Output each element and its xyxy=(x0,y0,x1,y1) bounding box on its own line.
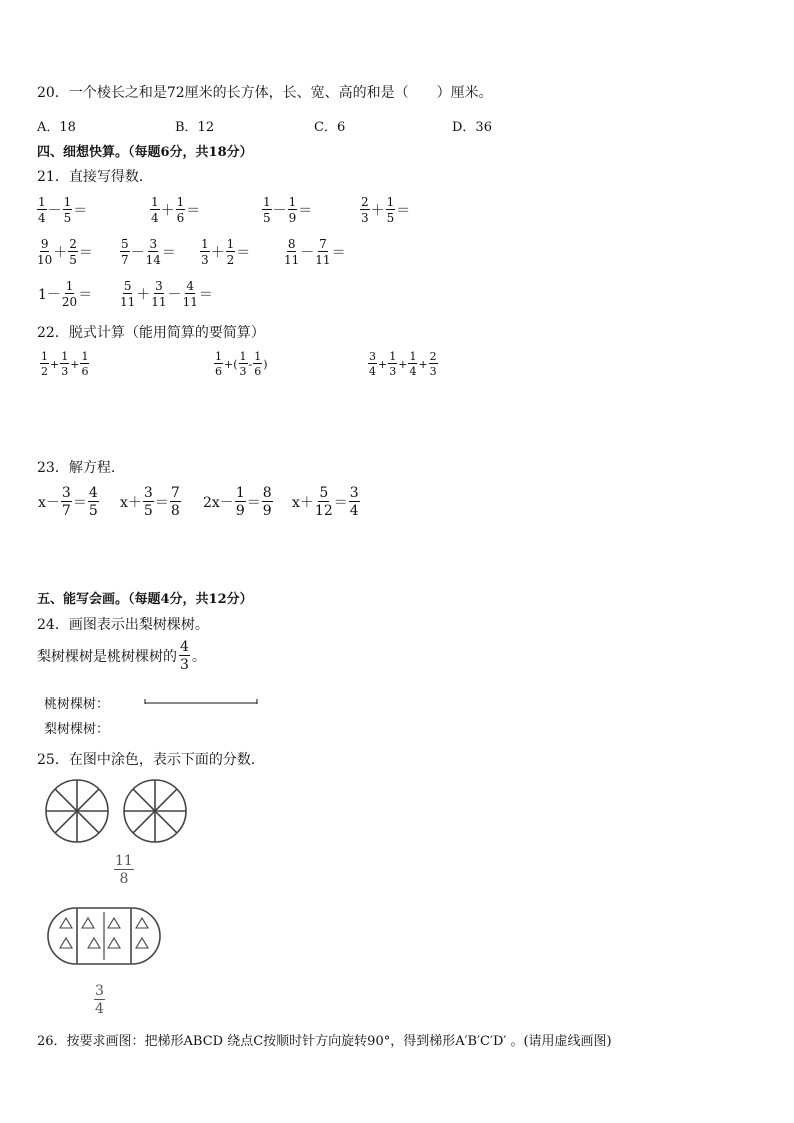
question-21-title: 21．直接写得数． xyxy=(37,169,153,185)
fraction: $\frac{5}{12}$ xyxy=(314,485,333,519)
q22-expression-3 xyxy=(368,351,438,377)
statement-end: 。 xyxy=(191,649,206,665)
lead-text: x＋ xyxy=(292,495,314,511)
question-23-title: 23．解方程. xyxy=(37,460,116,476)
q21-item-2 xyxy=(150,196,201,224)
question-24-title: 24．画图表示出梨树棵树。 xyxy=(37,617,209,633)
fraction: $\frac{1}{6}$ xyxy=(254,350,262,378)
operator: ＋ xyxy=(160,203,175,219)
option-c: C．6 xyxy=(314,120,346,135)
operator: + xyxy=(418,357,428,371)
q22-expression-1 xyxy=(40,351,89,377)
question-22-title: 22．脱式计算（能用简算的要简算） xyxy=(37,325,265,341)
option-a: A．18 xyxy=(37,120,76,135)
question-20: 20．一个棱长之和是72厘米的长方体，长、宽、高的和是（ ）厘米。 xyxy=(37,85,493,101)
equals-sign: ＝ xyxy=(236,245,251,261)
circle-1 xyxy=(46,780,108,842)
pear-label: 梨树棵树： xyxy=(44,722,110,737)
question-26: 26．按要求画图：把梯形ABCD 绕点C按顺时针方向旋转90°，得到梯形A′B′C′D′ 。(请用虚线画图) xyxy=(37,1034,612,1049)
section-5-title: 五、能写会画。（每题4分，共12分） xyxy=(37,592,253,607)
fraction-11-8: $\frac{11}{8}$ xyxy=(115,853,133,887)
operator: － xyxy=(130,245,145,261)
q21-item-10 xyxy=(120,280,214,308)
q23-equation-1 xyxy=(37,486,99,518)
lead-text: 1－ xyxy=(38,287,61,303)
fraction: $\frac{8}{9}$ xyxy=(262,485,272,519)
q23-equation-4 xyxy=(291,486,360,518)
fraction: $\frac{2}{3}$ xyxy=(429,350,437,378)
fraction: $\frac{1}{9}$ xyxy=(288,195,297,225)
fraction: $\frac{3}{5}$ xyxy=(143,485,153,519)
q21-item-9 xyxy=(37,280,93,308)
operator: + xyxy=(70,357,80,371)
equals-sign: ＝ xyxy=(161,245,176,261)
fraction: $\frac{1}{20}$ xyxy=(61,279,78,309)
equals-sign: ＝ xyxy=(298,203,313,219)
operator: ＋ xyxy=(53,245,68,261)
equals-sign: ＝ xyxy=(73,203,88,219)
peach-label: 桃树棵树： xyxy=(44,697,110,712)
lead-text: x－ xyxy=(38,495,60,511)
fraction: $\frac{1}{6}$ xyxy=(215,350,222,378)
operator: ＋ xyxy=(210,245,225,261)
fraction: $\frac{7}{8}$ xyxy=(170,485,180,519)
fraction: $\frac{1}{6}$ xyxy=(81,350,89,378)
fraction: $\frac{1}{4}$ xyxy=(409,350,417,378)
statement-text: 梨树棵树是桃树棵树的 xyxy=(37,649,177,665)
fraction: $\frac{3}{11}$ xyxy=(151,279,167,309)
operator: － xyxy=(47,203,62,219)
fraction: $\frac{8}{11}$ xyxy=(284,237,300,267)
option-b: B．12 xyxy=(175,120,215,135)
fraction: $\frac{5}{7}$ xyxy=(121,237,129,267)
question-25-title: 25．在图中涂色，表示下面的分数． xyxy=(37,752,265,768)
fraction: $\frac{1}{5}$ xyxy=(263,195,271,225)
equals-sign: ＝ xyxy=(331,245,346,261)
fraction: $\frac{9}{10}$ xyxy=(37,237,53,267)
q21-item-4 xyxy=(360,196,411,224)
equals-sign: ＝ xyxy=(78,287,93,303)
q21-item-7 xyxy=(200,238,251,266)
fraction: $\frac{1}{3}$ xyxy=(61,350,69,378)
section-4-title: 四、细想快算。（每题6分，共18分） xyxy=(37,145,253,160)
fraction: $\frac{5}{11}$ xyxy=(120,279,136,309)
q21-item-6 xyxy=(120,238,177,266)
circle-2 xyxy=(124,780,186,842)
operator: + xyxy=(398,357,408,371)
fraction: $\frac{4}{3}$ xyxy=(180,639,189,673)
fraction: $\frac{1}{3}$ xyxy=(389,350,397,378)
fraction: $\frac{1}{5}$ xyxy=(63,195,72,225)
fraction: $\frac{1}{2}$ xyxy=(41,350,48,378)
operator: + xyxy=(50,357,60,371)
lead-text: x＋ xyxy=(120,495,142,511)
close-paren: ) xyxy=(263,357,268,371)
q23-equation-2 xyxy=(119,486,181,518)
fraction: $\frac{1}{3}$ xyxy=(201,237,209,267)
operator: － xyxy=(167,287,182,303)
fraction: $\frac{7}{11}$ xyxy=(315,237,331,267)
equals-sign: ＝ xyxy=(246,495,261,511)
operator: ＋ xyxy=(136,287,151,303)
operator: － xyxy=(300,245,315,261)
equals-sign: ＝ xyxy=(154,495,169,511)
q22-expression-2 xyxy=(214,351,269,377)
equals-sign: ＝ xyxy=(186,203,201,219)
fraction: $\frac{1}{4}$ xyxy=(38,195,46,225)
lead-text: 2x－ xyxy=(203,495,234,511)
triangle-shape xyxy=(44,902,164,972)
fraction: $\frac{3}{4}$ xyxy=(369,350,376,378)
operator: ＋ xyxy=(370,203,385,219)
fraction: $\frac{1}{3}$ xyxy=(239,350,247,378)
q21-item-8 xyxy=(284,238,347,266)
equals-sign: ＝ xyxy=(198,287,213,303)
fraction: $\frac{1}{5}$ xyxy=(386,195,395,225)
peach-segment xyxy=(140,694,262,706)
operator: + xyxy=(378,357,388,371)
q21-item-1 xyxy=(37,196,88,224)
fraction: $\frac{1}{6}$ xyxy=(176,195,185,225)
equals-sign: ＝ xyxy=(333,495,348,511)
equals-sign: ＝ xyxy=(72,495,87,511)
fraction: $\frac{3}{4}$ xyxy=(349,485,359,519)
fraction: $\frac{1}{4}$ xyxy=(151,195,159,225)
q23-equation-3 xyxy=(202,486,273,518)
equals-sign: ＝ xyxy=(396,203,411,219)
fraction: $\frac{1}{9}$ xyxy=(235,485,245,519)
fraction-3-4: $\frac{3}{4}$ xyxy=(95,983,104,1017)
fraction: $\frac{2}{3}$ xyxy=(361,195,369,225)
operator: +( xyxy=(224,357,238,371)
fraction: $\frac{3}{7}$ xyxy=(61,485,71,519)
fraction: $\frac{3}{14}$ xyxy=(145,237,161,267)
operator: － xyxy=(272,203,287,219)
equals-sign: ＝ xyxy=(78,245,93,261)
option-d: D．36 xyxy=(452,120,492,135)
operator: - xyxy=(248,357,253,371)
q21-item-5 xyxy=(37,238,94,266)
circle-diagrams xyxy=(40,778,200,848)
fraction: $\frac{2}{5}$ xyxy=(69,237,77,267)
fraction: $\frac{1}{2}$ xyxy=(226,237,235,267)
q21-item-3 xyxy=(262,196,313,224)
fraction: $\frac{4}{5}$ xyxy=(88,485,98,519)
fraction: $\frac{4}{11}$ xyxy=(182,279,198,309)
q24-statement xyxy=(37,640,206,672)
